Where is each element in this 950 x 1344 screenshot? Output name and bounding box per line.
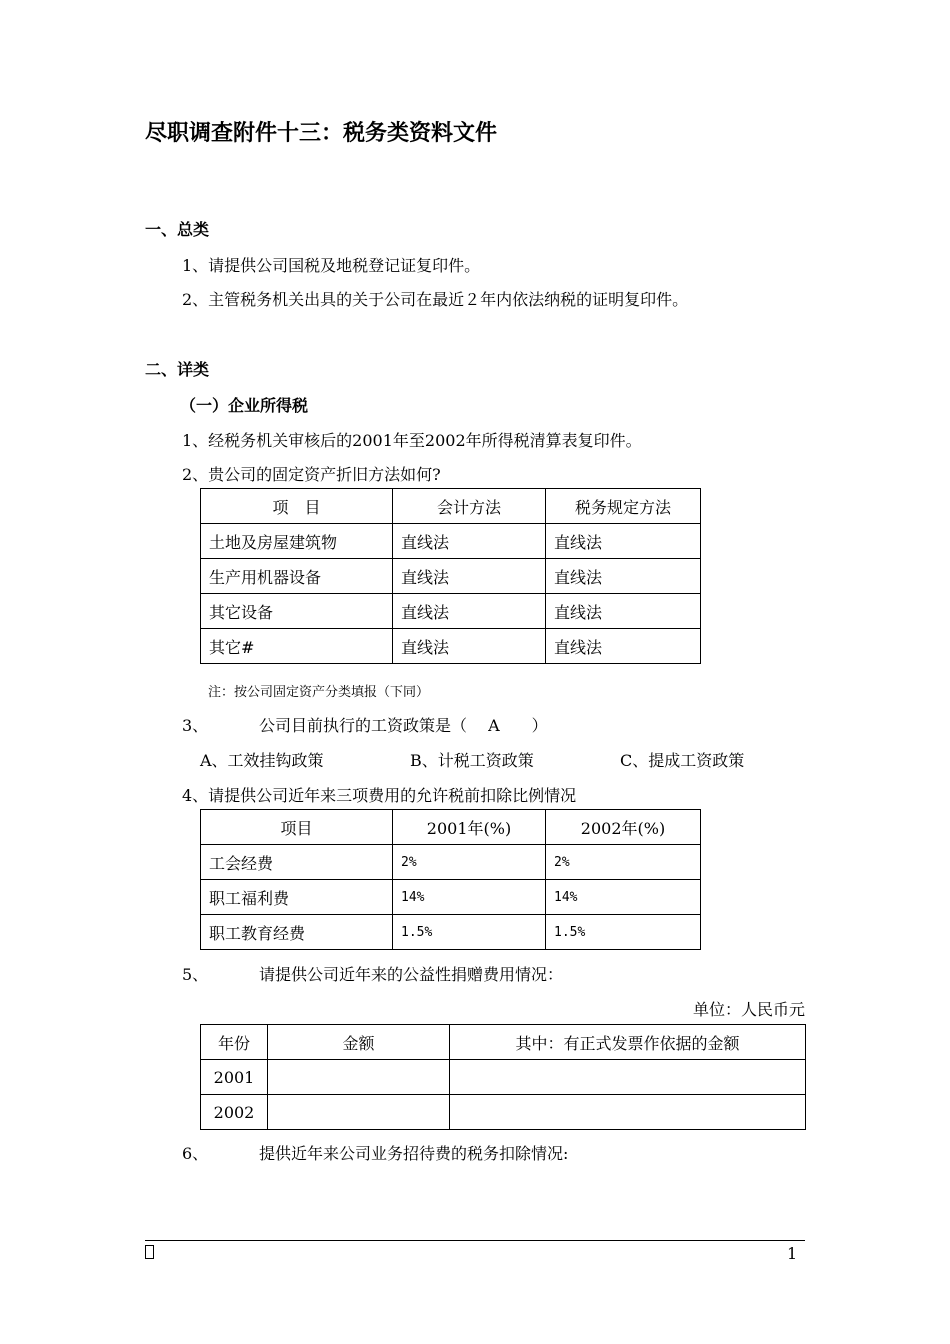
detail-item-6-text: 提供近年来公司业务招待费的税务扣除情况: <box>259 1144 569 1163</box>
table-cell: 其它设备 <box>201 594 393 629</box>
table-cell <box>450 1060 806 1095</box>
table-cell: 直线法 <box>546 524 701 559</box>
table-cell <box>450 1095 806 1130</box>
section-heading-detail: 二、详类 <box>145 360 210 379</box>
table-footnote: 注：按公司固定资产分类填报（下同） <box>208 685 430 700</box>
table-cell: 工会经费 <box>201 845 393 880</box>
detail-item-6-number: 6、 <box>182 1144 209 1163</box>
detail-item-4: 4、请提供公司近年来三项费用的允许税前扣除比例情况 <box>182 786 577 805</box>
table-cell: 2% <box>546 845 701 880</box>
detail-item-5-text: 请提供公司近年来的公益性捐赠费用情况： <box>259 965 564 984</box>
footer-divider <box>145 1240 805 1241</box>
currency-unit-label: 单位：人民币元 <box>692 1000 805 1019</box>
detail-item-1: 1、经税务机关审核后的2001年至2002年所得税清算表复印件。 <box>182 431 642 450</box>
page-title: 尽职调查附件十三：税务类资料文件 <box>145 121 498 146</box>
table-cell: 其它# <box>201 629 393 664</box>
table-cell: 土地及房屋建筑物 <box>201 524 393 559</box>
table-header-cell: 年份 <box>201 1025 268 1060</box>
donation-table <box>200 1024 806 1130</box>
table-cell: 2001 <box>201 1060 268 1095</box>
table-cell: 职工教育经费 <box>201 915 393 950</box>
page-number: 1 <box>787 1244 798 1263</box>
table-cell <box>268 1095 450 1130</box>
detail-item-3-number: 3、 <box>182 716 209 735</box>
table-cell: 1.5% <box>393 915 546 950</box>
table-cell: 14% <box>393 880 546 915</box>
table-cell: 直线法 <box>546 629 701 664</box>
table-cell: 直线法 <box>546 559 701 594</box>
table-cell: 2% <box>393 845 546 880</box>
table-cell: 直线法 <box>546 594 701 629</box>
table-header-cell: 项 目 <box>201 489 393 524</box>
table-header-cell: 项目 <box>201 810 393 845</box>
table-cell: 14% <box>546 880 701 915</box>
table-header-cell: 税务规定方法 <box>546 489 701 524</box>
table-row <box>201 524 701 559</box>
deduction-ratio-table <box>200 809 701 950</box>
table-row <box>201 594 701 629</box>
table-cell: 直线法 <box>393 559 546 594</box>
wage-policy-option-b: B、计税工资政策 <box>410 751 534 770</box>
table-header-cell: 金额 <box>268 1025 450 1060</box>
table-header-row <box>201 1025 806 1060</box>
table-header-cell: 2001年(%) <box>393 810 546 845</box>
table-cell: 生产用机器设备 <box>201 559 393 594</box>
table-row <box>201 845 701 880</box>
section-heading-general: 一、总类 <box>145 220 210 239</box>
table-row <box>201 915 701 950</box>
table-header-cell: 2002年(%) <box>546 810 701 845</box>
table-cell: 1.5% <box>546 915 701 950</box>
table-cell <box>268 1060 450 1095</box>
table-cell: 直线法 <box>393 629 546 664</box>
table-header-row <box>201 810 701 845</box>
table-row <box>201 1095 806 1130</box>
table-cell: 2002 <box>201 1095 268 1130</box>
table-row <box>201 1060 806 1095</box>
table-header-cell: 其中：有正式发票作依据的金额 <box>450 1025 806 1060</box>
table-header-row <box>201 489 701 524</box>
detail-item-3-text: 公司目前执行的工资政策是（ A ） <box>259 716 548 735</box>
wage-policy-option-a: A、工效挂钩政策 <box>200 751 324 770</box>
depreciation-table <box>200 488 701 664</box>
table-cell: 直线法 <box>393 524 546 559</box>
table-row <box>201 559 701 594</box>
footer-mark-icon <box>145 1245 154 1259</box>
general-item-2: 2、主管税务机关出具的关于公司在最近２年内依法纳税的证明复印件。 <box>182 290 689 309</box>
detail-item-2: 2、贵公司的固定资产折旧方法如何? <box>182 465 441 484</box>
wage-policy-option-c: C、提成工资政策 <box>620 751 745 770</box>
general-item-1: 1、请提供公司国税及地税登记证复印件。 <box>182 256 481 275</box>
table-cell: 直线法 <box>393 594 546 629</box>
subsection-heading-income-tax: （一）企业所得税 <box>180 396 309 415</box>
detail-item-5-number: 5、 <box>182 965 209 984</box>
table-row <box>201 629 701 664</box>
table-row <box>201 880 701 915</box>
table-cell: 职工福利费 <box>201 880 393 915</box>
table-header-cell: 会计方法 <box>393 489 546 524</box>
